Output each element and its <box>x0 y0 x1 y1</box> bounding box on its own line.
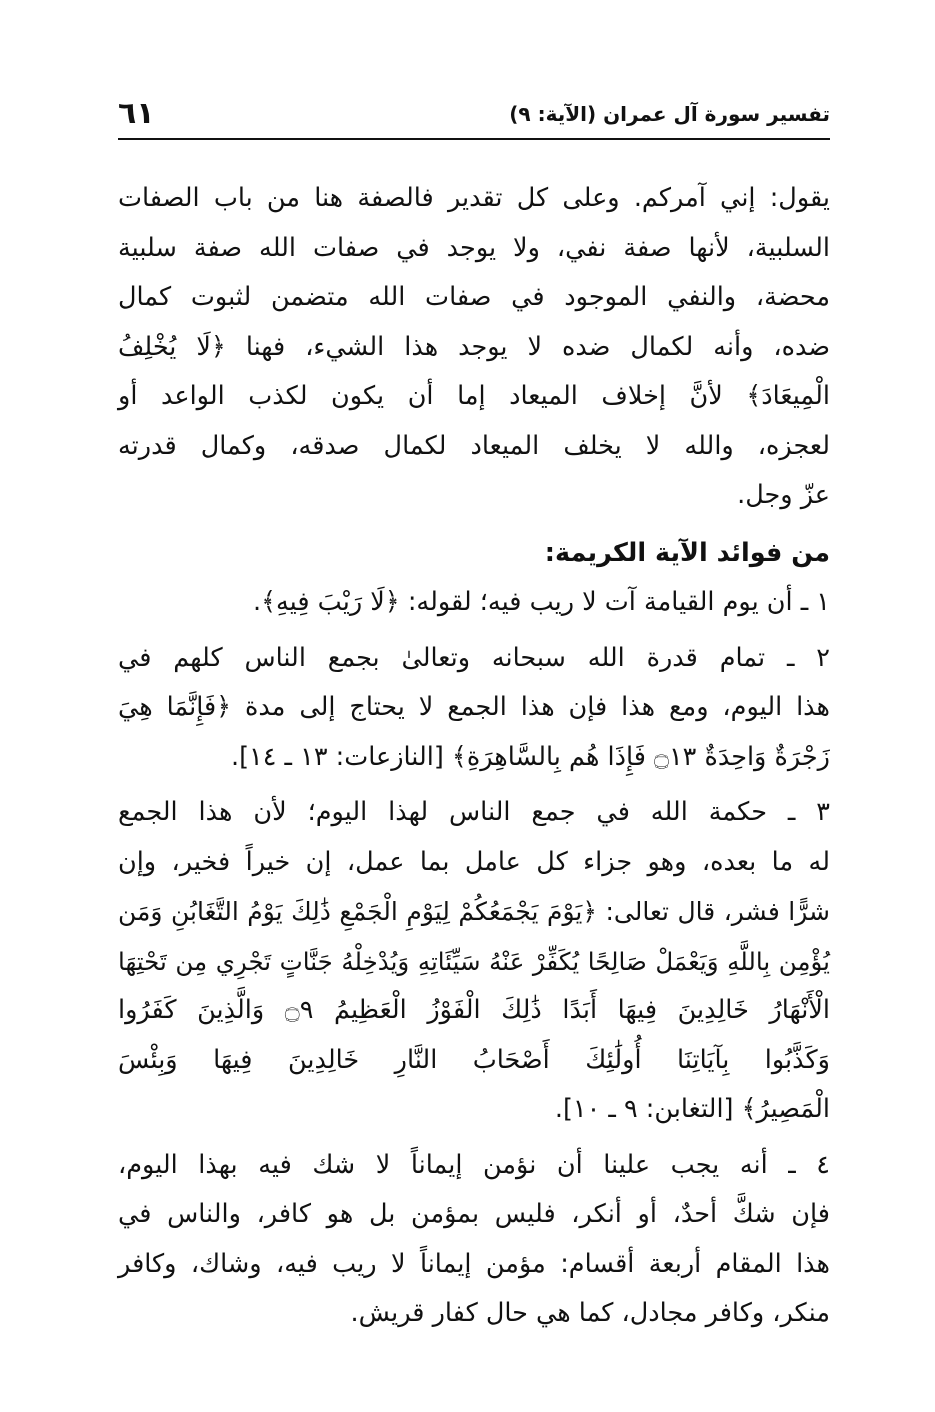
text-line: هذا المقام أربعة أقسام: مؤمن إيماناً لا ريب فيه، وشاك، وكافر <box>118 1248 830 1279</box>
text-line: منكر، وكافر مجادل، كما هي حال كفار قريش. <box>350 1298 830 1328</box>
text-line: الْمَصِيرُ﴾ [التغابن: ٩ ـ ١٠]. <box>554 1094 830 1124</box>
text-line: محضة، والنفي الموجود في صفات الله متضمن لثبوت كمال <box>118 282 830 312</box>
text-line: ٤ ـ أنه يجب علينا أن نؤمن إيماناً لا شك فيه بهذا اليوم، <box>118 1149 830 1180</box>
benefit-point-2 <box>118 634 830 783</box>
text-line: السلبية، لأنها صفة نفي، ولا يوجد في صفات الله صفة سلبية <box>118 232 830 263</box>
text-line: فإن شكَّ أحدٌ، أو أنكر، فليس بمؤمن بل هو كافر، والناس في <box>118 1199 830 1229</box>
text-line: يُؤْمِن بِاللَّهِ وَيَعْمَلْ صَالِحًا يُكَفِّرْ عَنْهُ سَيِّئَاتِهِ وَيُدْخِلْهُ جَنَّاتٍ تَجْرِي مِن تَحْتِهَا <box>118 946 830 976</box>
page-body <box>118 174 830 1339</box>
paragraph-intro <box>118 174 830 521</box>
benefits-heading <box>118 529 830 579</box>
text-line: هذا اليوم، ومع هذا فإن هذا الجمع لا يحتاج إلى مدة ﴿فَإِنَّمَا هِيَ <box>118 692 830 722</box>
text-line: له ما بعده، وهو جزاء كل عامل بما عمل، إن خيراً فخير، وإن <box>118 846 830 877</box>
text-line: لعجزه، والله لا يخلف الميعاد لكمال صدقه، وكمال قدرته <box>118 430 830 461</box>
text-line: شرًّا فشر، قال تعالى: ﴿يَوْمَ يَجْمَعُكُمْ لِيَوْمِ الْجَمْعِ ذَٰلِكَ يَوْمُ التَّغَابُنِ وَمَن <box>118 897 830 926</box>
heading-text: من فوائد الآية الكريمة: <box>544 537 830 568</box>
text-line: عزّ وجل. <box>737 480 830 510</box>
text-line: ١ ـ أن يوم القيامة آت لا ريب فيه؛ لقوله: ﴿لَا رَيْبَ فِيهِ﴾. <box>252 587 830 617</box>
page-header <box>118 96 830 136</box>
text-line: وَكَذَّبُوا بِآيَاتِنَا أُولَٰئِكَ أَصْحَابُ النَّارِ خَالِدِينَ فِيهَا وَبِئْسَ <box>118 1044 830 1075</box>
text-line: ٣ ـ حكمة الله في جمع الناس لهذا اليوم؛ لأن هذا الجمع <box>118 797 830 827</box>
running-title: تفسير سورة آل عمران (الآية: ٩) <box>509 102 830 126</box>
text-line: الْأَنْهَارُ خَالِدِينَ فِيهَا أَبَدًا ذَٰلِكَ الْفَوْزُ الْعَظِيمُ ۝٩ وَالَّذِينَ كَفَرُوا <box>118 995 830 1025</box>
text-line: ٢ ـ تمام قدرة الله سبحانه وتعالىٰ بجمع الناس كلهم في <box>118 642 830 673</box>
text-line: ضده، وأنه لكمال ضده لا يوجد هذا الشيء، فهنا ﴿لَا يُخْلِفُ <box>118 331 830 362</box>
page-number: ٦١ <box>118 96 155 131</box>
benefit-point-4 <box>118 1141 830 1339</box>
text-line: زَجْرَةٌ وَاحِدَةٌ ۝١٣ فَإِذَا هُم بِالسَّاهِرَةِ﴾ [النازعات: ١٣ ـ ١٤]. <box>230 741 830 772</box>
header-rule <box>118 138 830 140</box>
text-line: الْمِيعَادَ﴾ لأنَّ إخلاف الميعاد إما أن يكون لكذب الواعد أو <box>118 381 830 411</box>
benefit-point-1 <box>118 578 830 628</box>
benefit-point-3 <box>118 788 830 1135</box>
text-line: يقول: إني آمركم. وعلى كل تقدير فالصفة هنا من باب الصفات <box>118 183 830 213</box>
